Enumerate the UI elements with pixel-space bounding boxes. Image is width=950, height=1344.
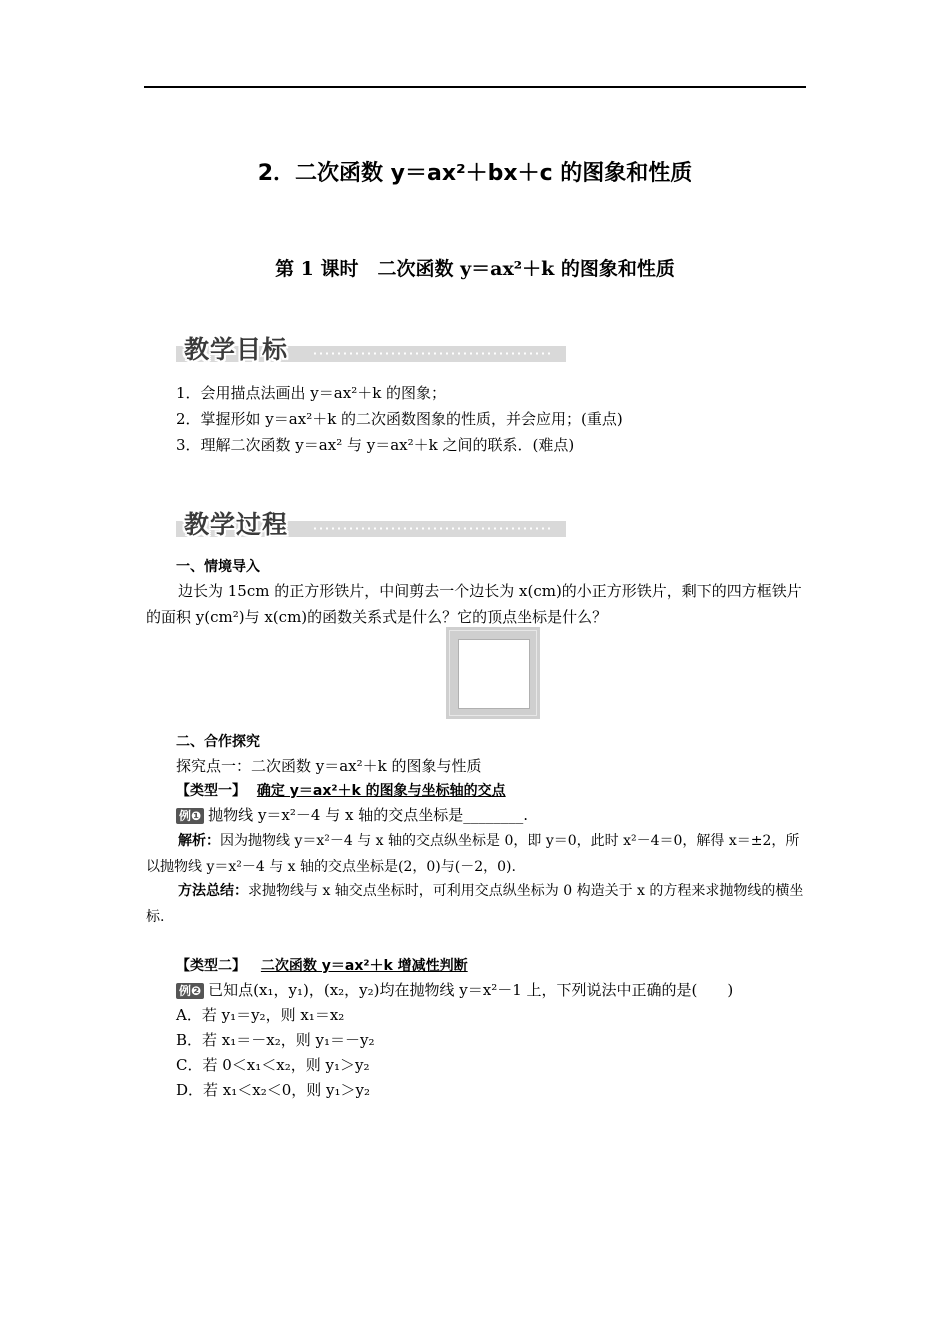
method-paragraph [146, 878, 808, 930]
part1-text: 边长为 15cm 的正方形铁片，中间剪去一个边长为 x(cm)的小正方形铁片，剩下的四方框铁片的面积 y(cm²)与 x(cm)的函数关系式是什么？它的顶点坐标是什么？ [146, 582, 802, 626]
analysis-text: 因为抛物线 y＝x²－4 与 x 轴的交点纵坐标是 0，即 y＝0，此时 x²－4＝0，解得 x＝±2，所以抛物线 y＝x²－4 与 x 轴的交点坐标是(2，0)与(－2，0). [146, 833, 800, 875]
example-2-badge: 例❷ [176, 983, 204, 999]
type2-title: 二次函数 y＝ax²＋k 增减性判断 [260, 958, 468, 974]
type1-heading [176, 780, 506, 800]
goal-3: 3．理解二次函数 y＝ax² 与 y＝ax²＋k 之间的联系．(难点) [176, 436, 575, 454]
type2-heading [176, 955, 468, 975]
process-banner [176, 505, 566, 545]
example-1-text: 抛物线 y＝x²－4 与 x 轴的交点坐标是________. [208, 806, 528, 824]
analysis-label: 解析： [178, 833, 220, 849]
option-b: B．若 x₁＝－x₂，则 y₁＝－y₂ [176, 1031, 375, 1049]
example-2 [176, 979, 733, 1000]
example-1-badge: 例❶ [176, 808, 204, 824]
lesson-subtitle: 第 1 课时 二次函数 y＝ax²＋k 的图象和性质 [275, 258, 675, 280]
method-text: 求抛物线与 x 轴交点坐标时，可利用交点纵坐标为 0 构造关于 x 的方程来求抛物线的横坐标. [146, 883, 804, 925]
option-c: C．若 0＜x₁＜x₂，则 y₁＞y₂ [176, 1056, 370, 1074]
type1-tag: 【类型一】 [176, 783, 246, 799]
page-title: 2．二次函数 y＝ax²＋bx＋c 的图象和性质 [257, 161, 693, 186]
example-1 [176, 804, 528, 825]
option-d: D．若 x₁＜x₂＜0，则 y₁＞y₂ [176, 1081, 371, 1099]
example-2-text: 已知点(x₁，y₁)，(x₂，y₂)均在抛物线 y＝x²－1 上，下列说法中正确的是( ) [208, 981, 734, 999]
goal-1: 1．会用描点法画出 y＝ax²＋k 的图象； [176, 384, 447, 402]
objectives-banner-label: 教学目标 [184, 335, 289, 364]
type1-title: 确定 y＝ax²＋k 的图象与坐标轴的交点 [256, 783, 506, 799]
option-a: A．若 y₁＝y₂，则 x₁＝x₂ [176, 1006, 345, 1024]
goal-2: 2．掌握形如 y＝ax²＋k 的二次函数图象的性质，并会应用；(重点) [176, 410, 623, 428]
method-label: 方法总结： [178, 883, 248, 899]
analysis-paragraph [146, 828, 808, 880]
process-banner-label: 教学过程 [184, 510, 289, 539]
part2-heading: 二、合作探究 [176, 734, 260, 750]
explore-point: 探究点一：二次函数 y＝ax²＋k 的图象与性质 [176, 757, 482, 775]
header-rule [144, 86, 806, 88]
type2-tag: 【类型二】 [176, 958, 246, 974]
part1-heading: 一、情境导入 [176, 559, 260, 575]
objectives-banner [176, 330, 566, 370]
square-frame-figure [446, 627, 540, 719]
